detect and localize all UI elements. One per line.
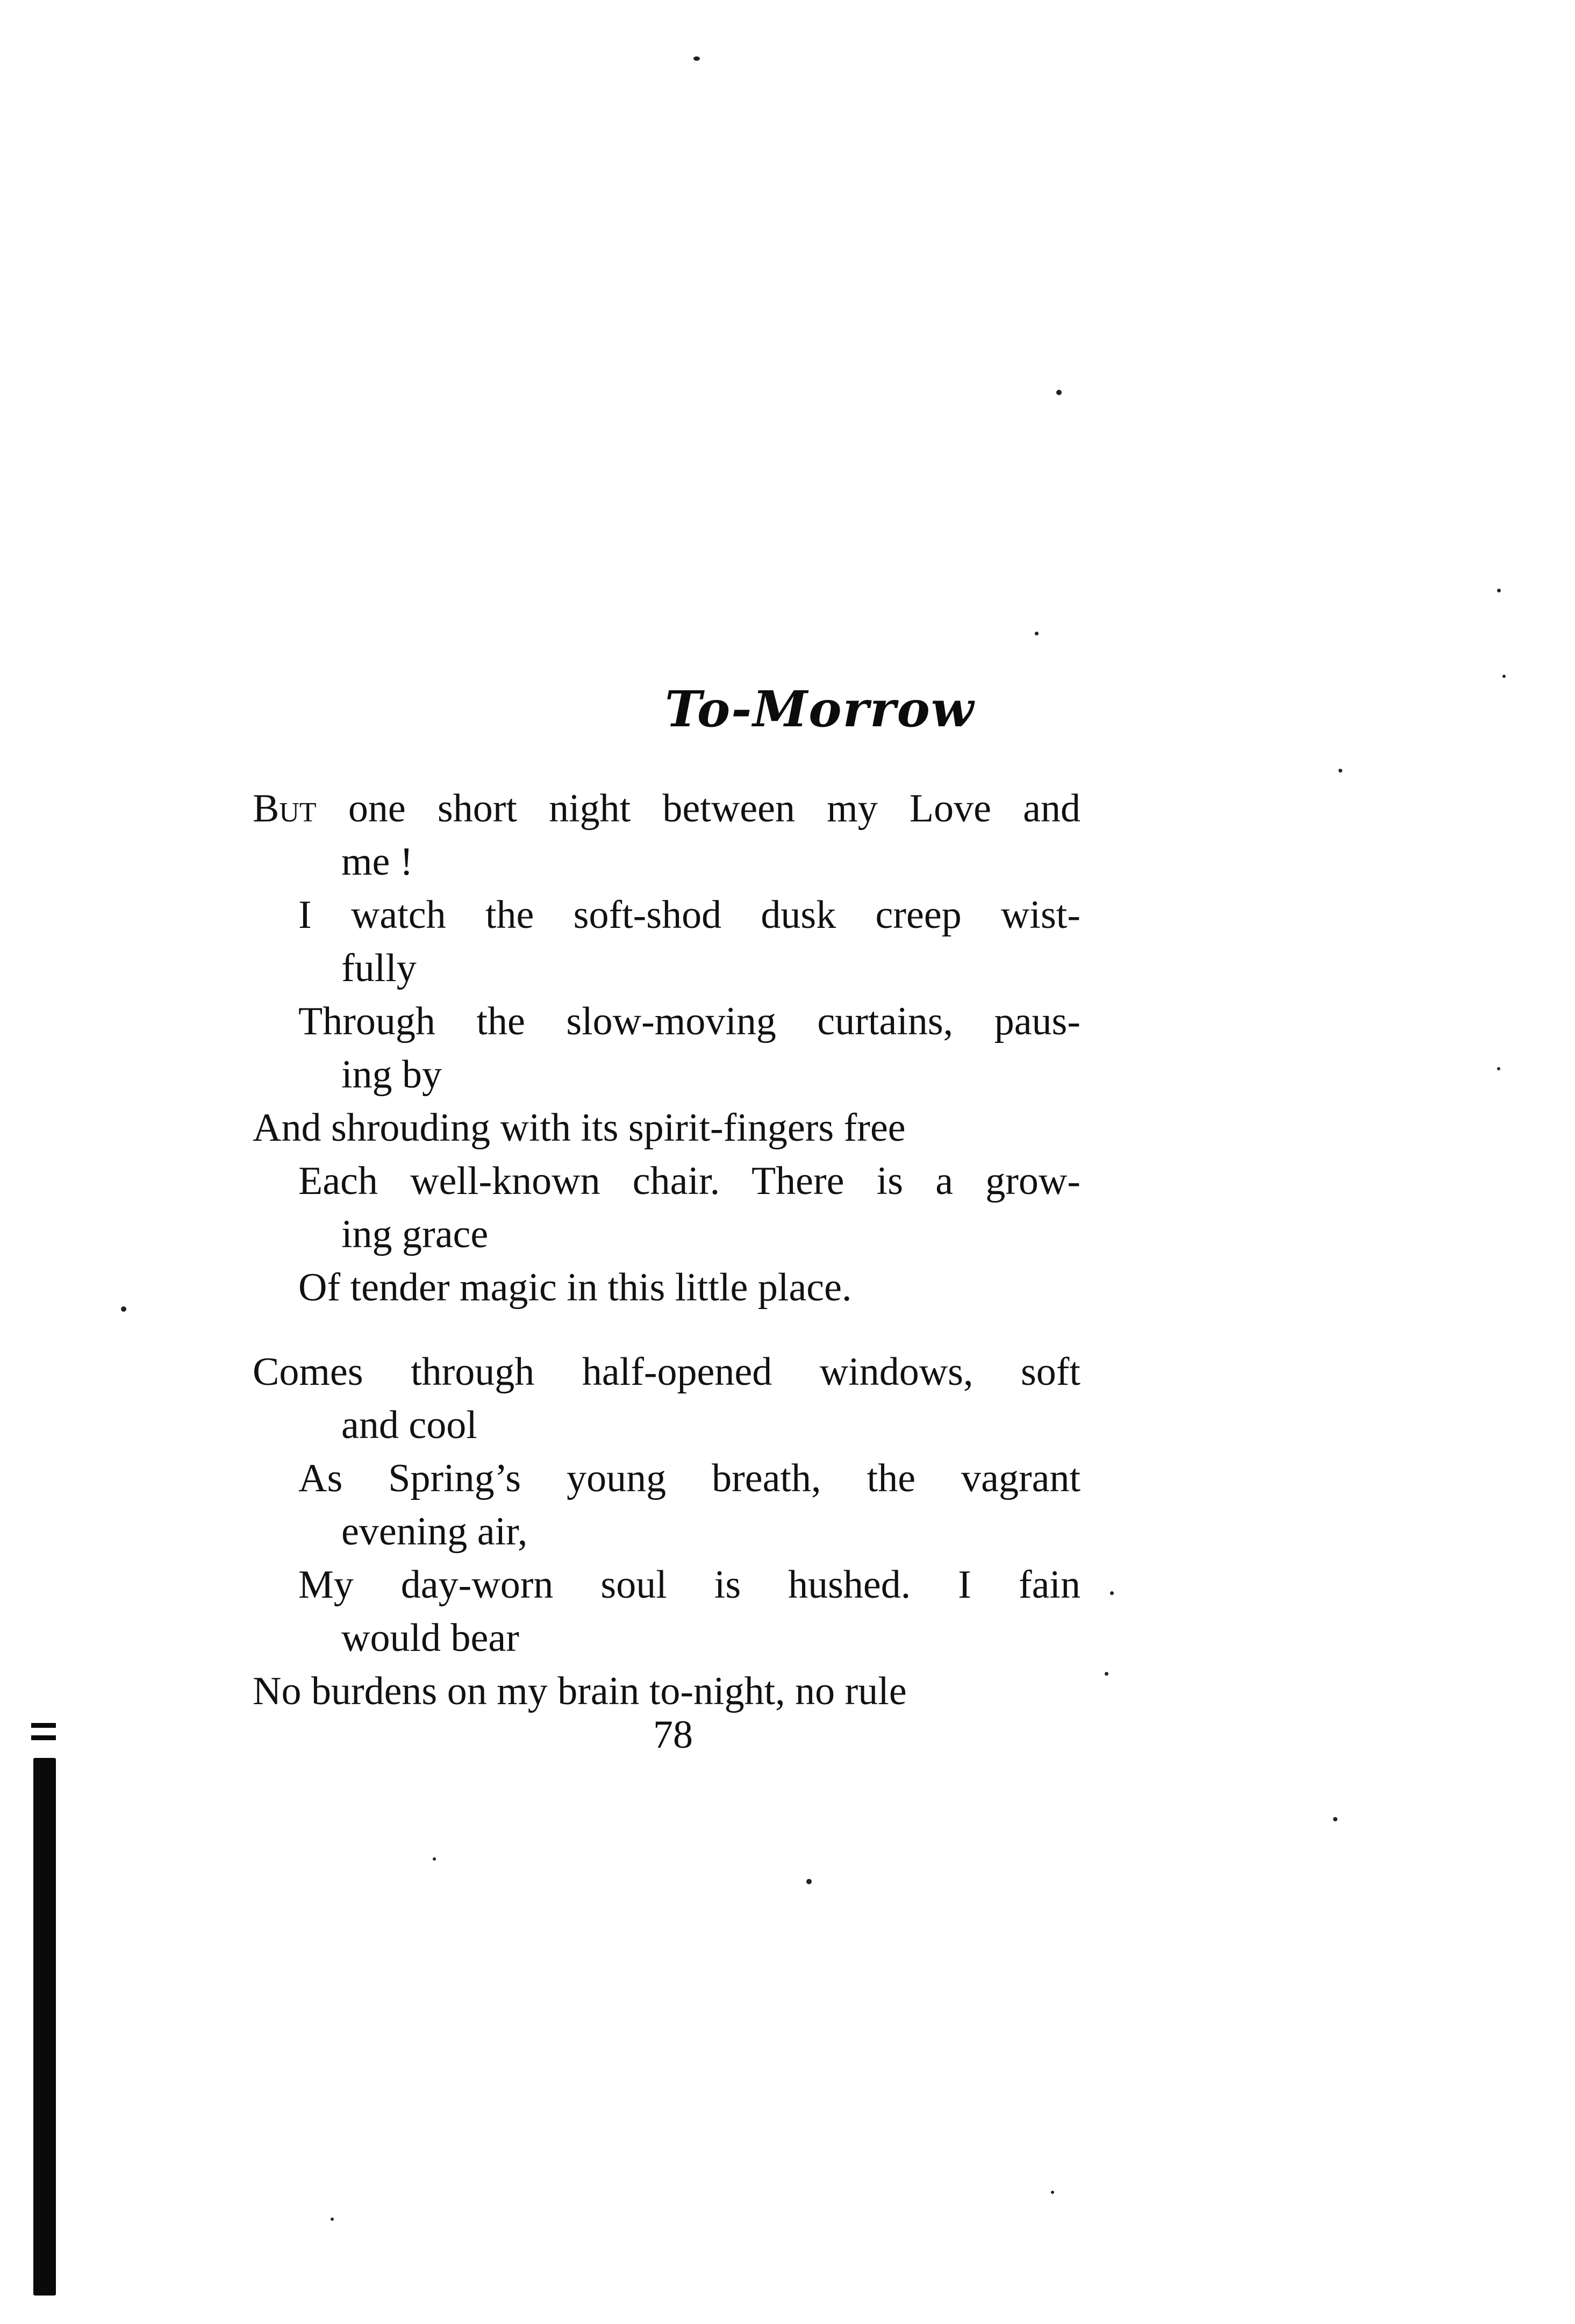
scan-speck [1497,589,1501,592]
poem-line [253,1346,1080,1399]
scan-speck [1110,1591,1114,1595]
scan-speck [1338,769,1342,773]
poem-line [341,835,1080,889]
poem-line [341,1208,1080,1261]
poem-body [253,782,1080,1718]
poem-line-text: Comes through half-opened windows, soft [253,1350,1080,1394]
poem-line [253,1665,1080,1718]
poem-line-text: evening air, [341,1510,528,1554]
poem-line-text: No burdens on my brain to-night, no rule [253,1669,907,1713]
poem-line [298,889,1080,942]
poem-line-text: would bear [341,1616,519,1660]
poem-line-text: My day-worn soul is hushed. I fain [298,1563,1080,1607]
scan-speck [121,1306,126,1312]
poem-line [341,1048,1080,1102]
scan-speck [1497,1067,1500,1070]
poem-line [341,1505,1080,1558]
binding-edge-mark [31,1735,56,1740]
scan-speck [1105,1672,1108,1676]
poem-line-text: fully [341,946,417,990]
poem-line-text: And shrouding with its spirit-fingers free [253,1106,906,1150]
binding-edge-mark [31,1723,56,1728]
binding-edge-shadow [33,1758,56,2296]
poem-title: To-Morrow [664,680,975,738]
stanza-gap [253,1314,1080,1346]
scan-speck [693,56,700,61]
poem-line-text: ing grace [341,1212,489,1256]
poem-line [298,995,1080,1048]
poem-line [298,1558,1080,1612]
poem-line-text: and cool [341,1403,477,1447]
poem-line-text: ing by [341,1053,442,1097]
poem-line [253,782,1080,835]
poem-line [341,942,1080,995]
poem-line-text: As Spring’s young breath, the vagrant [298,1456,1080,1500]
poem-line-text: me ! [341,840,413,884]
scan-speck [1502,675,1506,678]
poem-line [341,1612,1080,1665]
poem-line-text: Of tender magic in this little place. [298,1265,852,1310]
scan-speck [1333,1817,1337,1821]
scan-speck [1051,2191,1054,2194]
poem-line [298,1261,1080,1314]
scan-speck [806,1879,812,1884]
scan-speck [433,1857,436,1861]
page-number: 78 [653,1713,693,1757]
scan-speck [1056,390,1062,395]
poem-line [253,1102,1080,1155]
poem-line [298,1155,1080,1208]
poem-line-text: Each well-known chair. There is a grow- [298,1159,1080,1203]
scan-speck [1035,632,1039,635]
poem-line [341,1399,1080,1452]
poem-line-text: Through the slow-moving curtains, paus- [298,999,1080,1043]
poem-line-text: one short night between my Love and [316,786,1080,831]
poem-line [298,1452,1080,1505]
scan-speck [331,2218,334,2221]
poem-line-lead: But [253,786,317,831]
poem-line-text: I watch the soft-shod dusk creep wist- [298,893,1080,937]
